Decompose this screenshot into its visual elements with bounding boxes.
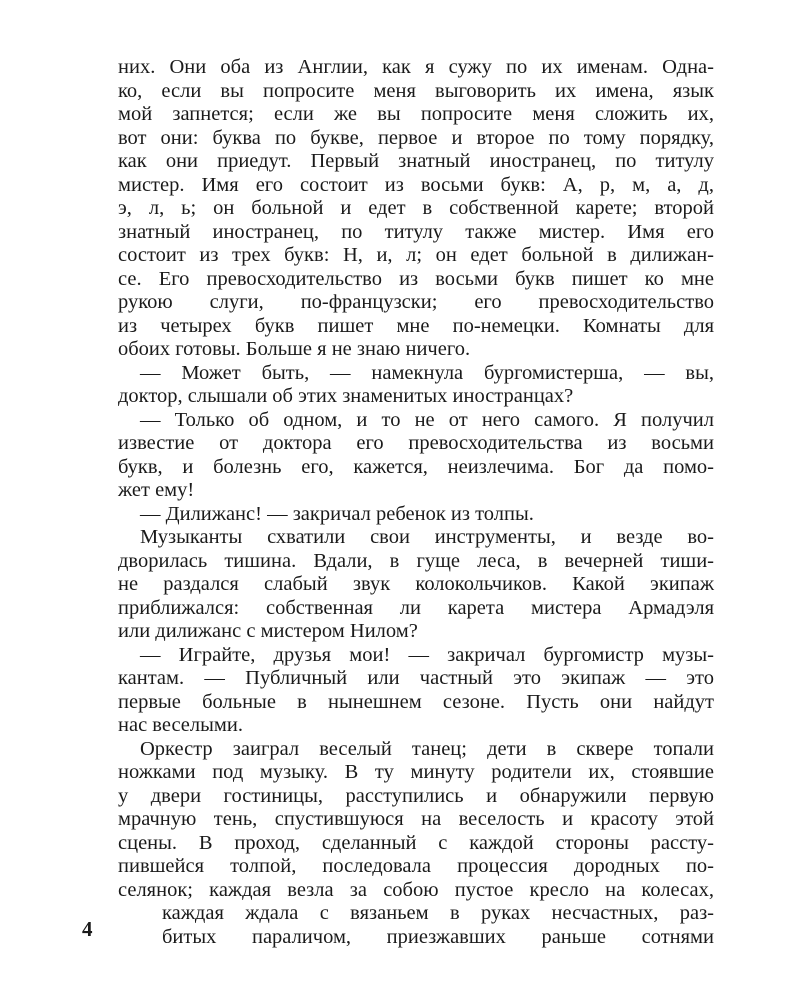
text-line: ножками под музыку. В ту минуту родители их, стоявшие xyxy=(118,761,714,783)
page-number: 4 xyxy=(82,917,93,941)
body-text xyxy=(118,56,714,949)
dialogue-line: — Может быть, — намекнула бургомистерша, — вы, xyxy=(140,361,714,384)
text-line: селянок; каждая везла за собою пустое кресло на колесах, xyxy=(118,878,714,901)
dialogue-line: — Играйте, друзья мои! — закричал бургомистр музы- xyxy=(140,643,714,666)
dialogue-line: — Только об одном, и то не от него самого. Я получил xyxy=(140,408,714,431)
text-line: мистер. Имя его состоит из восьми букв: А, р, м, а, д, xyxy=(118,173,714,196)
text-line: мой запнется; если же вы попросите меня сложить их, xyxy=(118,103,714,125)
text-line: доктор, слышали об этих знаменитых иностранцах? xyxy=(118,385,574,407)
text-line: обоих готовы. Больше я не знаю ничего. xyxy=(118,338,471,360)
text-line: них. Они оба из Англии, как я сужу по их именам. Одна- xyxy=(118,56,714,78)
text-line: каждая ждала с вязаньем в руках несчастных, раз- xyxy=(162,902,714,924)
text-line: нас веселыми. xyxy=(118,714,243,736)
paragraph-start: Оркестр заиграл веселый танец; дети в сквере топали xyxy=(140,737,714,760)
text-line: пившейся толпой, последовала процессия дородных по- xyxy=(118,855,714,877)
text-line: рукою слуги, по-французски; его превосходительство xyxy=(118,291,714,313)
paragraph-start: Музыканты схватили свои инструменты, и везде во- xyxy=(140,526,714,548)
text-line: знатный иностранец, по титулу также мистер. Имя его xyxy=(118,220,714,243)
dialogue-line: — Дилижанс! — закричал ребенок из толпы. xyxy=(140,502,534,525)
text-line: у двери гостиницы, расступились и обнаружили первую xyxy=(118,784,714,807)
text-line: битых параличом, приезжавших раньше сотнями xyxy=(162,925,714,948)
text-line: ко, если вы попросите меня выговорить их имена, язык xyxy=(118,79,714,102)
text-line: дворилась тишина. Вдали, в гуще леса, в вечерней тиши- xyxy=(118,549,714,572)
text-line: состоит из трех букв: Н, и, л; он едет больной в дилижан- xyxy=(118,244,714,266)
text-line: известие от доктора его превосходительства из восьми xyxy=(118,432,714,454)
text-line: жет ему! xyxy=(118,479,195,501)
text-line: не раздался слабый звук колокольчиков. Какой экипаж xyxy=(118,573,714,595)
text-line: из четырех букв пишет мне по-немецки. Комнаты для xyxy=(118,314,714,337)
text-line: первые больные в нынешнем сезоне. Пусть они найдут xyxy=(118,690,714,713)
text-line: кантам. — Публичный или частный это экипаж — это xyxy=(118,667,714,689)
text-line: э, л, ь; он больной и едет в собственной карете; второй xyxy=(118,197,714,219)
text-line: сцены. В проход, сделанный с каждой стороны рассту- xyxy=(118,831,714,854)
text-line: се. Его превосходительство из восьми букв пишет ко мне xyxy=(118,267,714,290)
text-line: приближался: собственная ли карета мистера Армадэля xyxy=(118,596,714,619)
text-line: мрачную тень, спустившуюся на веселость и красоту этой xyxy=(118,808,714,830)
text-line: букв, и болезнь его, кажется, неизлечима. Бог да помо- xyxy=(118,455,714,478)
text-line: вот они: буква по букве, первое и второе по тому порядку, xyxy=(118,126,714,149)
text-line: или дилижанс с мистером Нилом? xyxy=(118,620,418,642)
text-line: как они приедут. Первый знатный иностранец, по титулу xyxy=(118,150,714,172)
